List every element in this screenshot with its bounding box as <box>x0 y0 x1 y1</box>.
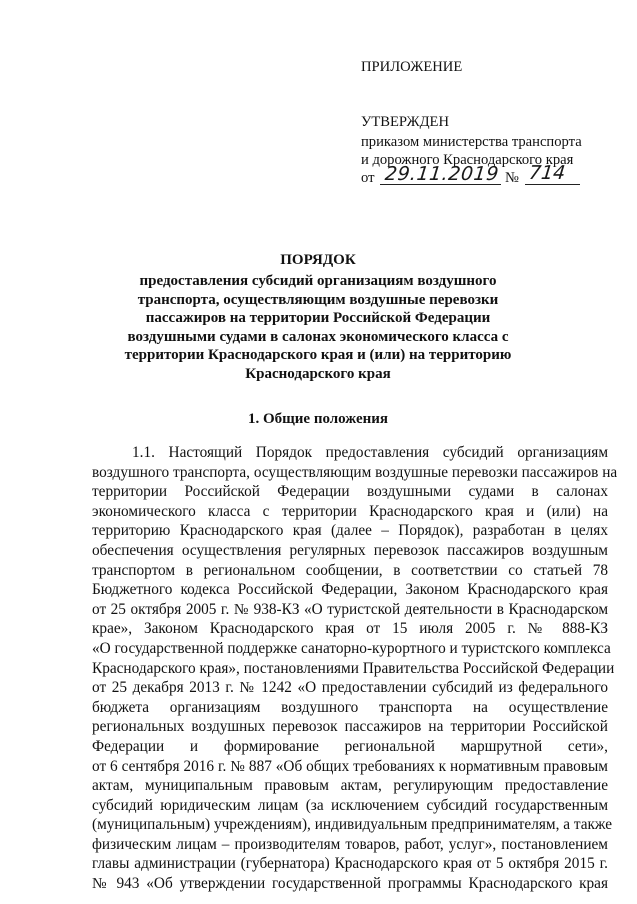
body-line: бюджета организациям воздушного транспорта на осуществление <box>92 698 608 716</box>
body-line: региональных воздушных перевозок пассажиров на территории Российской <box>92 718 608 736</box>
from-label: от <box>361 170 375 186</box>
body-line: территорию Краснодарского края (далее – Порядок), разработан в целях <box>92 522 608 540</box>
subtitle-line: воздушными судами в салонах экономического класса с <box>127 328 509 345</box>
body-line: экономического класса с территории Краснодарского края и (или) на <box>92 502 608 520</box>
body-line: транспортом в региональном сообщении, в соответствии со статьей 78 <box>92 561 608 579</box>
appendix-label: ПРИЛОЖЕНИЕ <box>361 59 463 75</box>
body-line: обеспечения осуществления регулярных перевозок пассажиров воздушным <box>92 541 608 559</box>
date-number-line <box>361 162 591 191</box>
body-line: № 943 «Об утверждении государственной программы Краснодарского края <box>92 875 608 893</box>
order-line: приказом министерства транспорта <box>361 134 582 150</box>
body-text <box>92 443 618 894</box>
body-line: 1.1. Настоящий Порядок предоставления субсидий организациям <box>132 444 608 461</box>
body-line: «О государственной поддержке санаторно-курортного и туристского комплекса <box>92 639 611 657</box>
approved-label: УТВЕРЖДЕН <box>361 114 449 130</box>
subtitle-line: территории Краснодарского края и (или) на территорию <box>124 347 512 363</box>
number-underline <box>525 184 580 185</box>
body-line: воздушного транспорта, осуществляющим воздушные перевозки пассажиров на <box>92 463 618 481</box>
document-subtitle <box>120 272 516 383</box>
department-line: и дорожного Краснодарского края <box>361 152 574 168</box>
body-line: главы администрации (губернатора) Краснодарского края от 5 октября 2015 г. <box>92 855 608 873</box>
body-line: территории Российской Федерации воздушными судами в салонах <box>92 483 608 501</box>
title-heading: ПОРЯДОК <box>280 252 356 268</box>
body-line: Краснодарского края», постановлениями Правительства Российской Федерации <box>92 659 615 677</box>
section-heading: 1. Общие положения <box>247 411 389 427</box>
number-label: № <box>505 170 519 186</box>
body-line: актам, муниципальным правовым актам, регулирующим предоставление <box>92 777 608 795</box>
body-line: крае», Законом Краснодарского края от 15 июля 2005 г. № 888-КЗ <box>92 620 608 638</box>
handwritten-date: 29.11.2019 <box>383 163 500 185</box>
subtitle-line: транспорта, осуществляющим воздушные перевозки <box>137 291 499 308</box>
body-line: от 6 сентября 2016 г. № 887 «Об общих требованиях к нормативным правовым <box>92 757 608 775</box>
body-line: субсидий юридическим лицам (за исключением субсидий государственным <box>92 796 608 814</box>
body-line: физическим лицам – производителям товаров, работ, услуг», постановлением <box>92 835 608 853</box>
body-line: Федерации и формирование региональной маршрутной сети», <box>92 737 608 755</box>
document-title <box>120 251 516 270</box>
body-line: от 25 октября 2005 г. № 938-КЗ «О туристской деятельности в Краснодарском <box>92 600 608 618</box>
body-line: Бюджетного кодекса Российской Федерации, Законом Краснодарского края <box>92 581 608 599</box>
subtitle-line: предоставления субсидий организациям воздушного <box>139 273 497 289</box>
body-line: (муниципальным) учреждениям), индивидуальным предпринимателям, а также <box>92 816 613 834</box>
handwritten-number: 714 <box>527 162 567 184</box>
subtitle-line: пассажиров на территории Российской Федерации <box>145 310 491 326</box>
subtitle-line: Краснодарского края <box>245 365 391 382</box>
body-line: от 25 декабря 2013 г. № 1242 «О предоставлении субсидий из федерального <box>92 679 608 697</box>
